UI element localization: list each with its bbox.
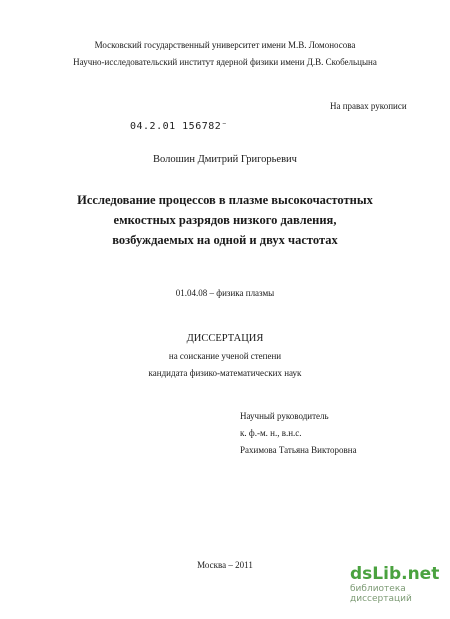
city-year: Москва – 2011 — [197, 560, 253, 570]
watermark-tagline: библиотека диссертаций — [350, 584, 412, 604]
rights-note: На правах рукописи — [330, 101, 407, 111]
university-name: Московский государственный университет имени М.В. Ломоносова — [94, 40, 356, 50]
specialty-code: 01.04.08 – физика плазмы — [175, 288, 275, 298]
title-line-1: Исследование процессов в плазме высокочастотных — [77, 193, 373, 207]
watermark-logo — [350, 564, 445, 604]
archive-stamp: 04.2.01 156782⁻ — [130, 121, 228, 132]
author-name: Волошин Дмитрий Григорьевич — [153, 154, 297, 165]
supervisor-title: к. ф.-м. н., в.н.с. — [240, 428, 302, 438]
supervisor-name: Рахимова Татьяна Викторовна — [240, 445, 357, 455]
degree-line-2: кандидата физико-математических наук — [148, 368, 302, 378]
title-line-2: емкостных разрядов низкого давления, — [113, 213, 337, 227]
supervisor-label: Научный руководитель — [240, 411, 329, 421]
watermark-brand: dsLib.net — [350, 564, 440, 584]
institute-name: Научно-исследовательский институт ядерной физики имени Д.В. Скобельцына — [73, 57, 377, 67]
document-type: ДИССЕРТАЦИЯ — [186, 333, 264, 344]
degree-line-1: на соискание ученой степени — [168, 351, 282, 361]
title-line-3: возбуждаемых на одной и двух частотах — [112, 233, 338, 247]
